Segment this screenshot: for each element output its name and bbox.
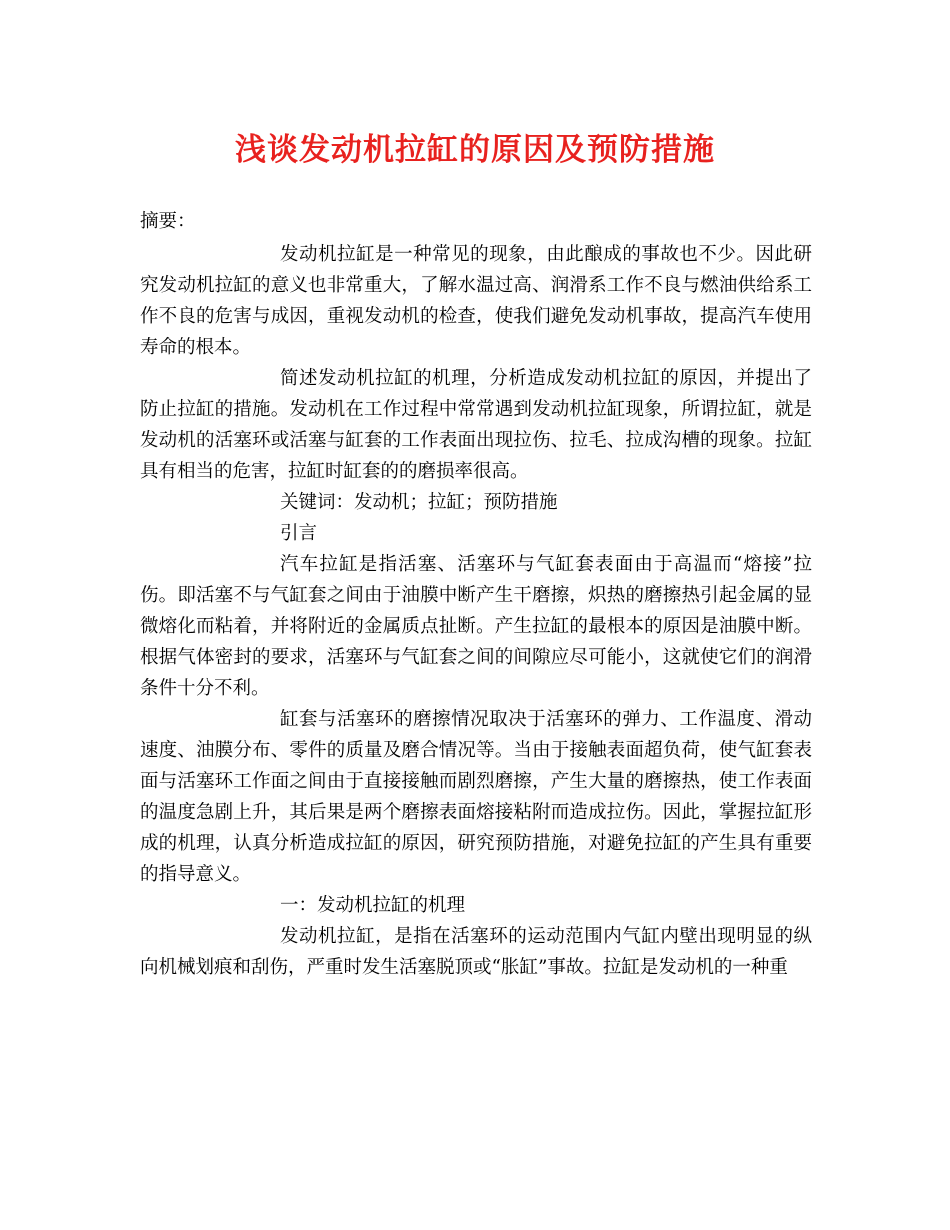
abstract-paragraph-2: 简述发动机拉缸的机理，分析造成发动机拉缸的原因，并提出了防止拉缸的措施。发动机在工作过程中常常遇到发动机拉缸现象，所谓拉缸，就是发动机的活塞环或活塞与缸套的工作表面出现拉伤、拉毛、拉成沟槽的现象。拉缸具有相当的危害，拉缸时缸套的的磨损率很高。	[140, 368, 812, 482]
abstract-label: 摘要：	[140, 211, 196, 232]
abstract-paragraph-1: 发动机拉缸是一种常见的现象，由此酿成的事故也不少。因此研究发动机拉缸的意义也非常重大，了解水温过高、润滑系工作不良与燃油供给系工作不良的危害与成因，重视发动机的检查，使我们避免发动机事故，提高汽车使用寿命的根本。	[140, 244, 812, 358]
intro-paragraph-2: 缸套与活塞环的磨擦情况取决于活塞环的弹力、工作温度、滑动速度、油膜分布、零件的质量及磨合情况等。当由于接触表面超负荷，使气缸套表面与活塞环工作面之间由于直接接触而剧烈磨擦，产生大量的磨擦热，使工作表面的温度急剧上升，其后果是两个磨擦表面熔接粘附而造成拉伤。因此，掌握拉缸形成的机理，认真分析造成拉缸的原因，研究预防措施，对避免拉缸的产生具有重要的指导意义。	[140, 709, 812, 885]
section-1-heading: 一：发动机拉缸的机理	[280, 895, 466, 916]
keywords: 关键词：发动机；拉缸；预防措施	[280, 492, 558, 513]
intro-paragraph-1: 汽车拉缸是指活塞、活塞环与气缸套表面由于高温而“熔接”拉伤。即活塞不与气缸套之间由于油膜中断产生干磨擦，炽热的磨擦热引起金属的显微熔化而粘着，并将附近的金属质点扯断。产生拉缸的最根本的原因是油膜中断。根据气体密封的要求，活塞环与气缸套之间的间隙应尽可能小，这就使它们的润滑条件十分不利。	[140, 554, 812, 699]
document-body	[140, 206, 812, 983]
section-1-paragraph: 发动机拉缸，是指在活塞环的运动范围内气缸内壁出现明显的纵向机械划痕和刮伤，严重时发生活塞脱顶或“胀缸”事故。拉缸是发动机的一种重	[140, 926, 812, 978]
document-title: 浅谈发动机拉缸的原因及预防措施	[235, 132, 715, 168]
intro-heading: 引言	[280, 523, 318, 544]
